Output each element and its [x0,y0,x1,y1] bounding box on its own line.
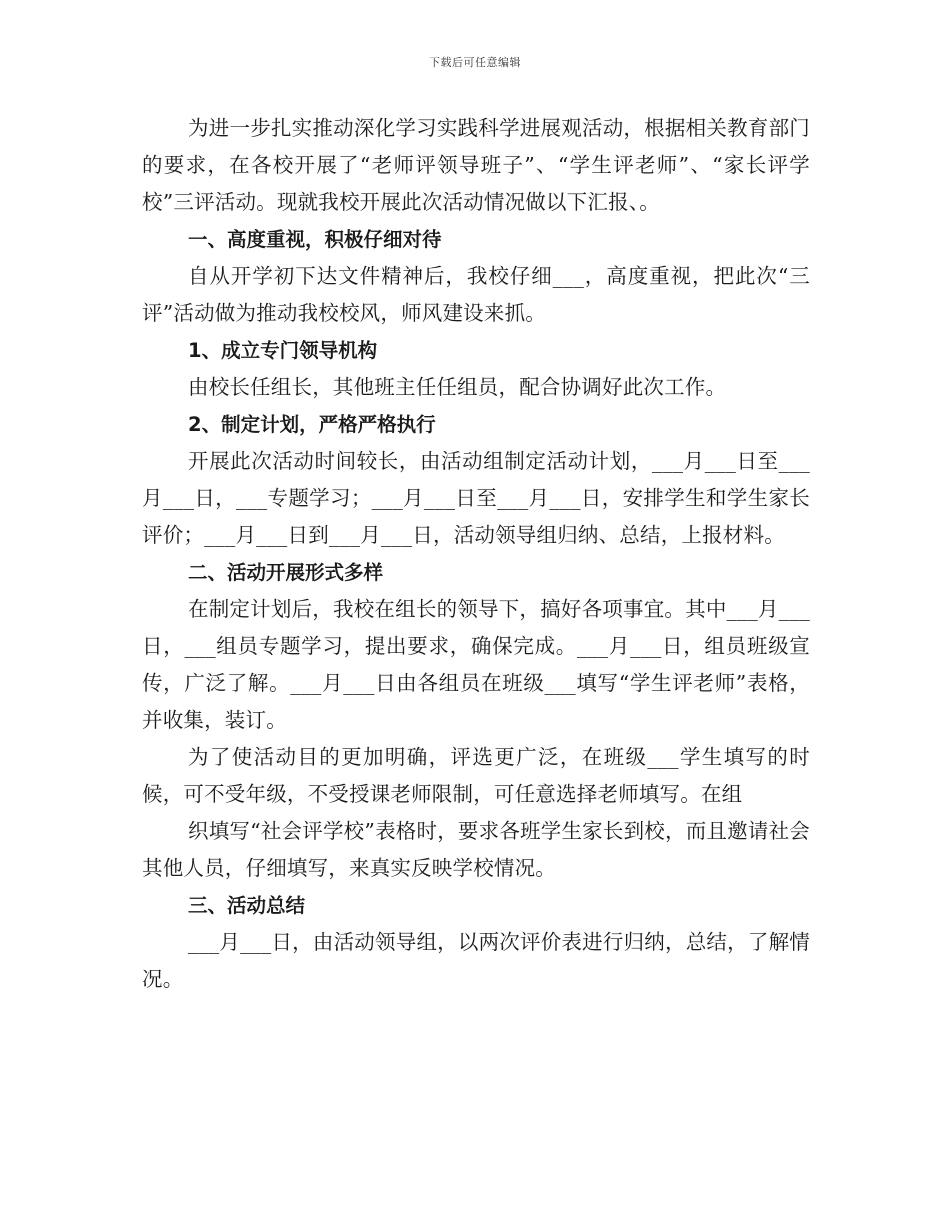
section-2-paragraph-3: 织填写“社会评学校”表格时，要求各班学生家长到校，而且邀请社会其他人员，仔细填写，来真实反映学校情况。 [142,819,810,880]
document-body [142,110,810,998]
intro-paragraph: 为进一步扎实推动深化学习实践科学进展观活动，根据相关教育部门的要求，在各校开展了“老师评领导班子”、“学生评老师”、“家长评学校”三评活动。现就我校开展此次活动情况做以下汇报、。 [142,116,810,214]
section-1-paragraph: 自从开学初下达文件精神后，我校仔细___，高度重视，把此次“三评”活动做为推动我校校风，师风建设来抓。 [142,264,810,325]
section-3-heading: 三、活动总结 [188,894,306,917]
section-2-heading: 二、活动开展形式多样 [188,561,384,584]
subsection-2-heading: 2、制定计划，严格严格执行 [188,413,436,436]
subsection-1-paragraph: 由校长任组长，其他班主任任组员，配合协调好此次工作。 [188,375,727,399]
section-2-paragraph-1: 在制定计划后，我校在组长的领导下，搞好各项事宜。其中___月___日，___组员专题学习，提出要求，确保完成。___月___日，组员班级宣传，广泛了解。___月___日由各组员在班级___填写“学生评老师”表格，并收集，装订。 [142,597,810,732]
section-1-heading: 一、高度重视，积极仔细对待 [188,228,442,251]
section-2-paragraph-2: 为了使活动目的更加明确，评选更广泛，在班级___学生填写的时候，可不受年级，不受授课老师限制，可任意选择老师填写。在组 [142,745,810,806]
section-3-paragraph: ___月___日，由活动领导组，以两次评价表进行归纳，总结，了解情况。 [142,930,810,991]
subsection-2-paragraph: 开展此次活动时间较长，由活动组制定活动计划，___月___日至___月___日，___专题学习；___月___日至___月___日，安排学生和学生家长评价；___月___日到___月___日，活动领导组归纳、总结，上报材料。 [142,449,810,547]
page-header: 下载后可任意编辑 [429,56,521,69]
subsection-1-heading: 1、成立专门领导机构 [188,339,378,362]
